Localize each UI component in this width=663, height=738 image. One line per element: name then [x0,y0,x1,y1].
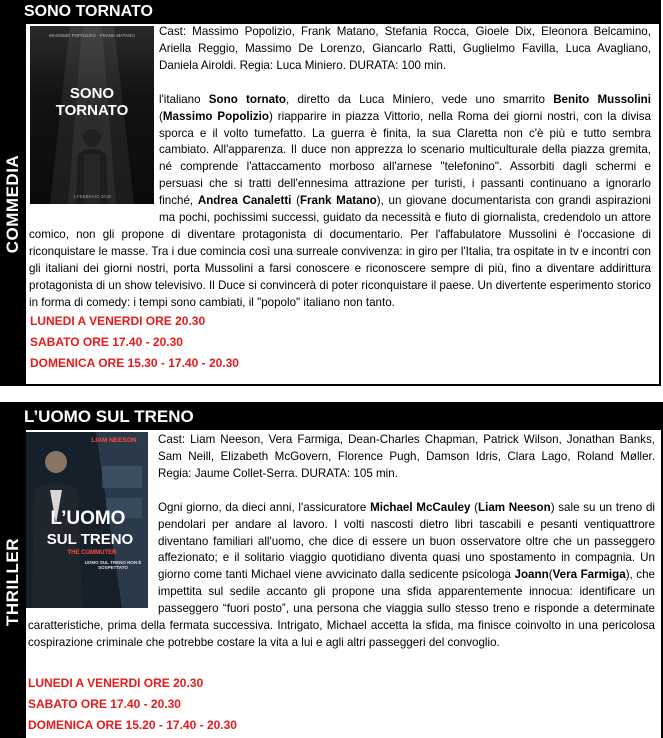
movie-description [28,432,655,652]
poster-title-line2: TORNATO [55,102,129,119]
poster-title-line1: SONO [69,85,115,102]
duration: DURATA: 105 min. [301,466,398,480]
poster-tagline: UOMO SUL TRENO NON È SOSPETTATO [84,560,142,570]
synopsis: Ogni giorno, da dieci anni, l'assicuratore Michael McCauley (Liam Neeson) sale su un treno di pendolari per andare al lavoro. I volti nascosti dietro libri tascabili e pesanti ventiquattrore diventano familiari all'uomo, che dice di essere un buon osservatore oltre che un passeggero affezionato; e il solitario viaggio quotidiano diventa quasi uno spostamento in compagnia. Un giorno come tanti Michael viene avvicinato dalla sedicente psicologa Joann(Vera Farmiga), che impettita sul sedile accanto gli propone una sfida apparentemente innocua: identificare un passeggero “fuori posto”, una persona che viaggia sullo stesso treno e risponde a determinate caratteristiche, prima della fermata successiva. Intrigato, Michael accetta la sfida, ma finisce coinvolto in una pericolosa cospirazione criminale che potrebbe costare la vita a lui e agli altri passeggeri del convoglio. [28,500,655,649]
poster-actor: LIAM NEESON [91,437,137,444]
showtime-weekdays: LUNEDI A VENERDI ORE 20.30 [30,314,206,328]
director-name: Jaume Collet-Serra. [194,466,298,480]
director-name: Luca Miniero. [276,58,346,72]
duration: DURATA: 100 min. [349,58,447,72]
showtime-saturday: SABATO ORE 17.40 - 20.30 [28,697,181,711]
showtime-saturday: SABATO ORE 17.40 - 20.30 [30,335,183,349]
title-bar [0,402,663,430]
showtimes [30,311,239,374]
frame-border [0,384,661,386]
poster-title-line2: SUL TRENO [46,531,134,548]
frame-border [659,0,661,386]
title-bar [0,0,661,24]
poster-date: 1 FEBBRAIO 2018 [73,194,111,199]
cast-label: Cast: [159,25,187,38]
movie-description [29,24,651,312]
genre-label: COMMEDIA [3,154,22,254]
genre-label: THRILLER [3,537,22,627]
showtime-sunday: DOMENICA ORE 15.20 - 17.40 - 20.30 [28,718,237,732]
showtime-weekdays: LUNEDI A VENERDI ORE 20.30 [28,676,204,690]
showtimes [28,673,237,736]
movie-title: SONO TORNATO [24,3,153,20]
showtime-sunday: DOMENICA ORE 15.30 - 17.40 - 20.30 [30,356,239,370]
cast-label: Cast: [158,433,186,446]
poster-credits: MASSIMO POPOLIZIO · FRANK MATANO [49,33,135,38]
director-label: Regia: [239,58,274,72]
director-label: Regia: [158,466,192,480]
movie-card-uomo-sul-treno [0,402,663,738]
genre-sidebar [0,0,26,386]
movie-title: L’UOMO SUL TRENO [24,407,194,426]
cast-list: Massimo Popolizio, Frank Matano, Stefania Rocca, Gioele Dix, Eleonora Belcamino, Ariella Reggio, Massimo De Lorenzo, Giancarlo Ratti, Guglielmo Favilla, Luca Avagliano, Daniela Airoldi. [159,25,651,72]
poster-title-line1: L’UOMO [50,508,126,529]
synopsis: l'italiano Sono tornato, diretto da Luca Miniero, vede uno smarrito Benito Mussolini (Massimo Popolizio) riapparire in piazza Vittorio, nella Roma dei giorni nostri, con la divisa sporca e il volto tumefatto. La guerra è finita, la sua Claretta non c'è più e tutto sembra cambiato. All'apparenza. Il duce non apprezza lo scenario multiculturale della piazza gremita, né comprende l'attaccamento morboso all'arnese "telefonino". Assorbiti dagli schermi e persuasi che si tratti dell'ennesima attrazione per turisti, i passanti continuano a ignorarlo finché, Andrea Canaletti (Frank Matano), un giovane documentarista con grandi aspirazioni ma pochi, pochissimi successi, guidato da necessità e fiuto di giornalista, credendolo un attore comico, non gli propone di diventare protagonista di documentario. Per l'affabulatore Mussolini è l'occasione di riconquistare le masse. Tra i due comincia così una surreale convivenza: in giro per l'Italia, tra ospitate in tv e incontri con gli italiani dei giorni nostri, porta Mussolini a farsi conoscere e riconoscere sempre di più, fino a diventare addirittura protagonista di un show televisivo. Il Duce si convincerà di poter riconquistare il paese. Un divertente esperimento storico in forma di comedy: i tempi sono cambiati, il "popolo" italiano non tanto. [29,92,651,309]
poster-subtitle: THE COMMUTER [67,550,117,556]
cast-list: Liam Neeson, Vera Farmiga, Dean-Charles Chapman, Patrick Wilson, Jonathan Banks, Sam Neill, Elizabeth McGovern, Florence Pugh, Damson Idris, Clara Lago, Roland Møller. [158,433,655,463]
genre-sidebar [0,402,26,738]
